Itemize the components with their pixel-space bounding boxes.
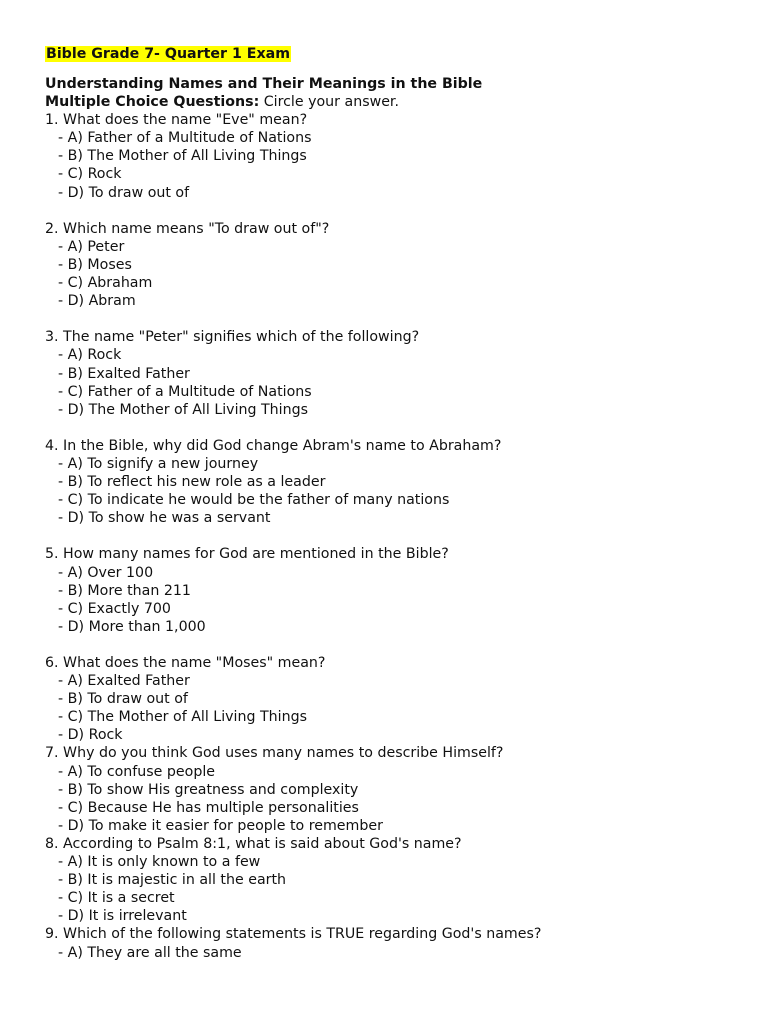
question-4-option-a: - A) To signify a new journey [58, 455, 259, 472]
question-7-option-a: - A) To confuse people [58, 763, 216, 780]
question-7: 7. Why do you think God uses many names to describe Himself? [45, 745, 504, 762]
question-1-option-c: - C) Rock [58, 166, 122, 183]
question-3-option-d: - D) The Mother of All Living Things [58, 401, 309, 418]
question-8-option-c: - C) It is a secret [58, 890, 175, 907]
exam-document [45, 45, 745, 962]
spacer [45, 636, 745, 654]
question-9-option-a: - A) They are all the same [58, 944, 242, 961]
question-5-option-c: - C) Exactly 700 [58, 600, 171, 617]
question-8-option-b: - B) It is majestic in all the earth [58, 872, 287, 889]
question-2-option-d: - D) Abram [58, 293, 136, 310]
question-2: 2. Which name means "To draw out of"? [45, 220, 330, 237]
question-6-option-c: - C) The Mother of All Living Things [58, 709, 307, 726]
question-6-option-b: - B) To draw out of [58, 691, 188, 708]
spacer [45, 527, 745, 545]
spacer [45, 310, 745, 328]
instructions [45, 93, 745, 111]
question-2-option-b: - B) Moses [58, 256, 132, 273]
question-8-option-a: - A) It is only known to a few [58, 854, 261, 871]
question-7-option-d: - D) To make it easier for people to remember [58, 817, 383, 834]
question-5-option-b: - B) More than 211 [58, 582, 191, 599]
question-9: 9. Which of the following statements is TRUE regarding God's names? [45, 926, 542, 943]
spacer [45, 202, 745, 220]
question-5-option-a: - A) Over 100 [58, 564, 154, 581]
question-4-option-c: - C) To indicate he would be the father of many nations [58, 492, 450, 509]
question-5-option-d: - D) More than 1,000 [58, 618, 206, 635]
exam-title: Bible Grade 7- Quarter 1 Exam [46, 46, 290, 62]
question-7-option-c: - C) Because He has multiple personalities [58, 799, 359, 816]
question-6-option-d: - D) Rock [58, 727, 123, 744]
question-2-option-c: - C) Abraham [58, 275, 153, 292]
question-4-option-b: - B) To reflect his new role as a leader [58, 474, 326, 491]
question-6-option-a: - A) Exalted Father [58, 673, 190, 690]
question-4-option-d: - D) To show he was a servant [58, 510, 271, 527]
question-8: 8. According to Psalm 8:1, what is said about God's name? [45, 835, 462, 852]
question-1-option-d: - D) To draw out of [58, 184, 190, 201]
question-3-option-c: - C) Father of a Multitude of Nations [58, 383, 312, 400]
question-5: 5. How many names for God are mentioned in the Bible? [45, 546, 449, 563]
instructions-label: Multiple Choice Questions: [45, 94, 260, 111]
instructions-text: Circle your answer. [259, 94, 399, 111]
title-line [45, 45, 745, 63]
question-3-option-a: - A) Rock [58, 347, 122, 364]
question-4: 4. In the Bible, why did God change Abram's name to Abraham? [45, 437, 502, 454]
question-1-option-a: - A) Father of a Multitude of Nations [58, 130, 312, 147]
question-2-option-a: - A) Peter [58, 238, 125, 255]
question-8-option-d: - D) It is irrelevant [58, 908, 187, 925]
question-3: 3. The name "Peter" signifies which of the following? [45, 329, 420, 346]
question-3-option-b: - B) Exalted Father [58, 365, 190, 382]
question-6: 6. What does the name "Moses" mean? [45, 655, 326, 671]
question-1: 1. What does the name "Eve" mean? [45, 112, 308, 129]
section-heading: Understanding Names and Their Meanings in the Bible [45, 76, 483, 92]
question-7-option-b: - B) To show His greatness and complexity [58, 781, 359, 798]
spacer [45, 419, 745, 437]
question-1-option-b: - B) The Mother of All Living Things [58, 148, 307, 165]
